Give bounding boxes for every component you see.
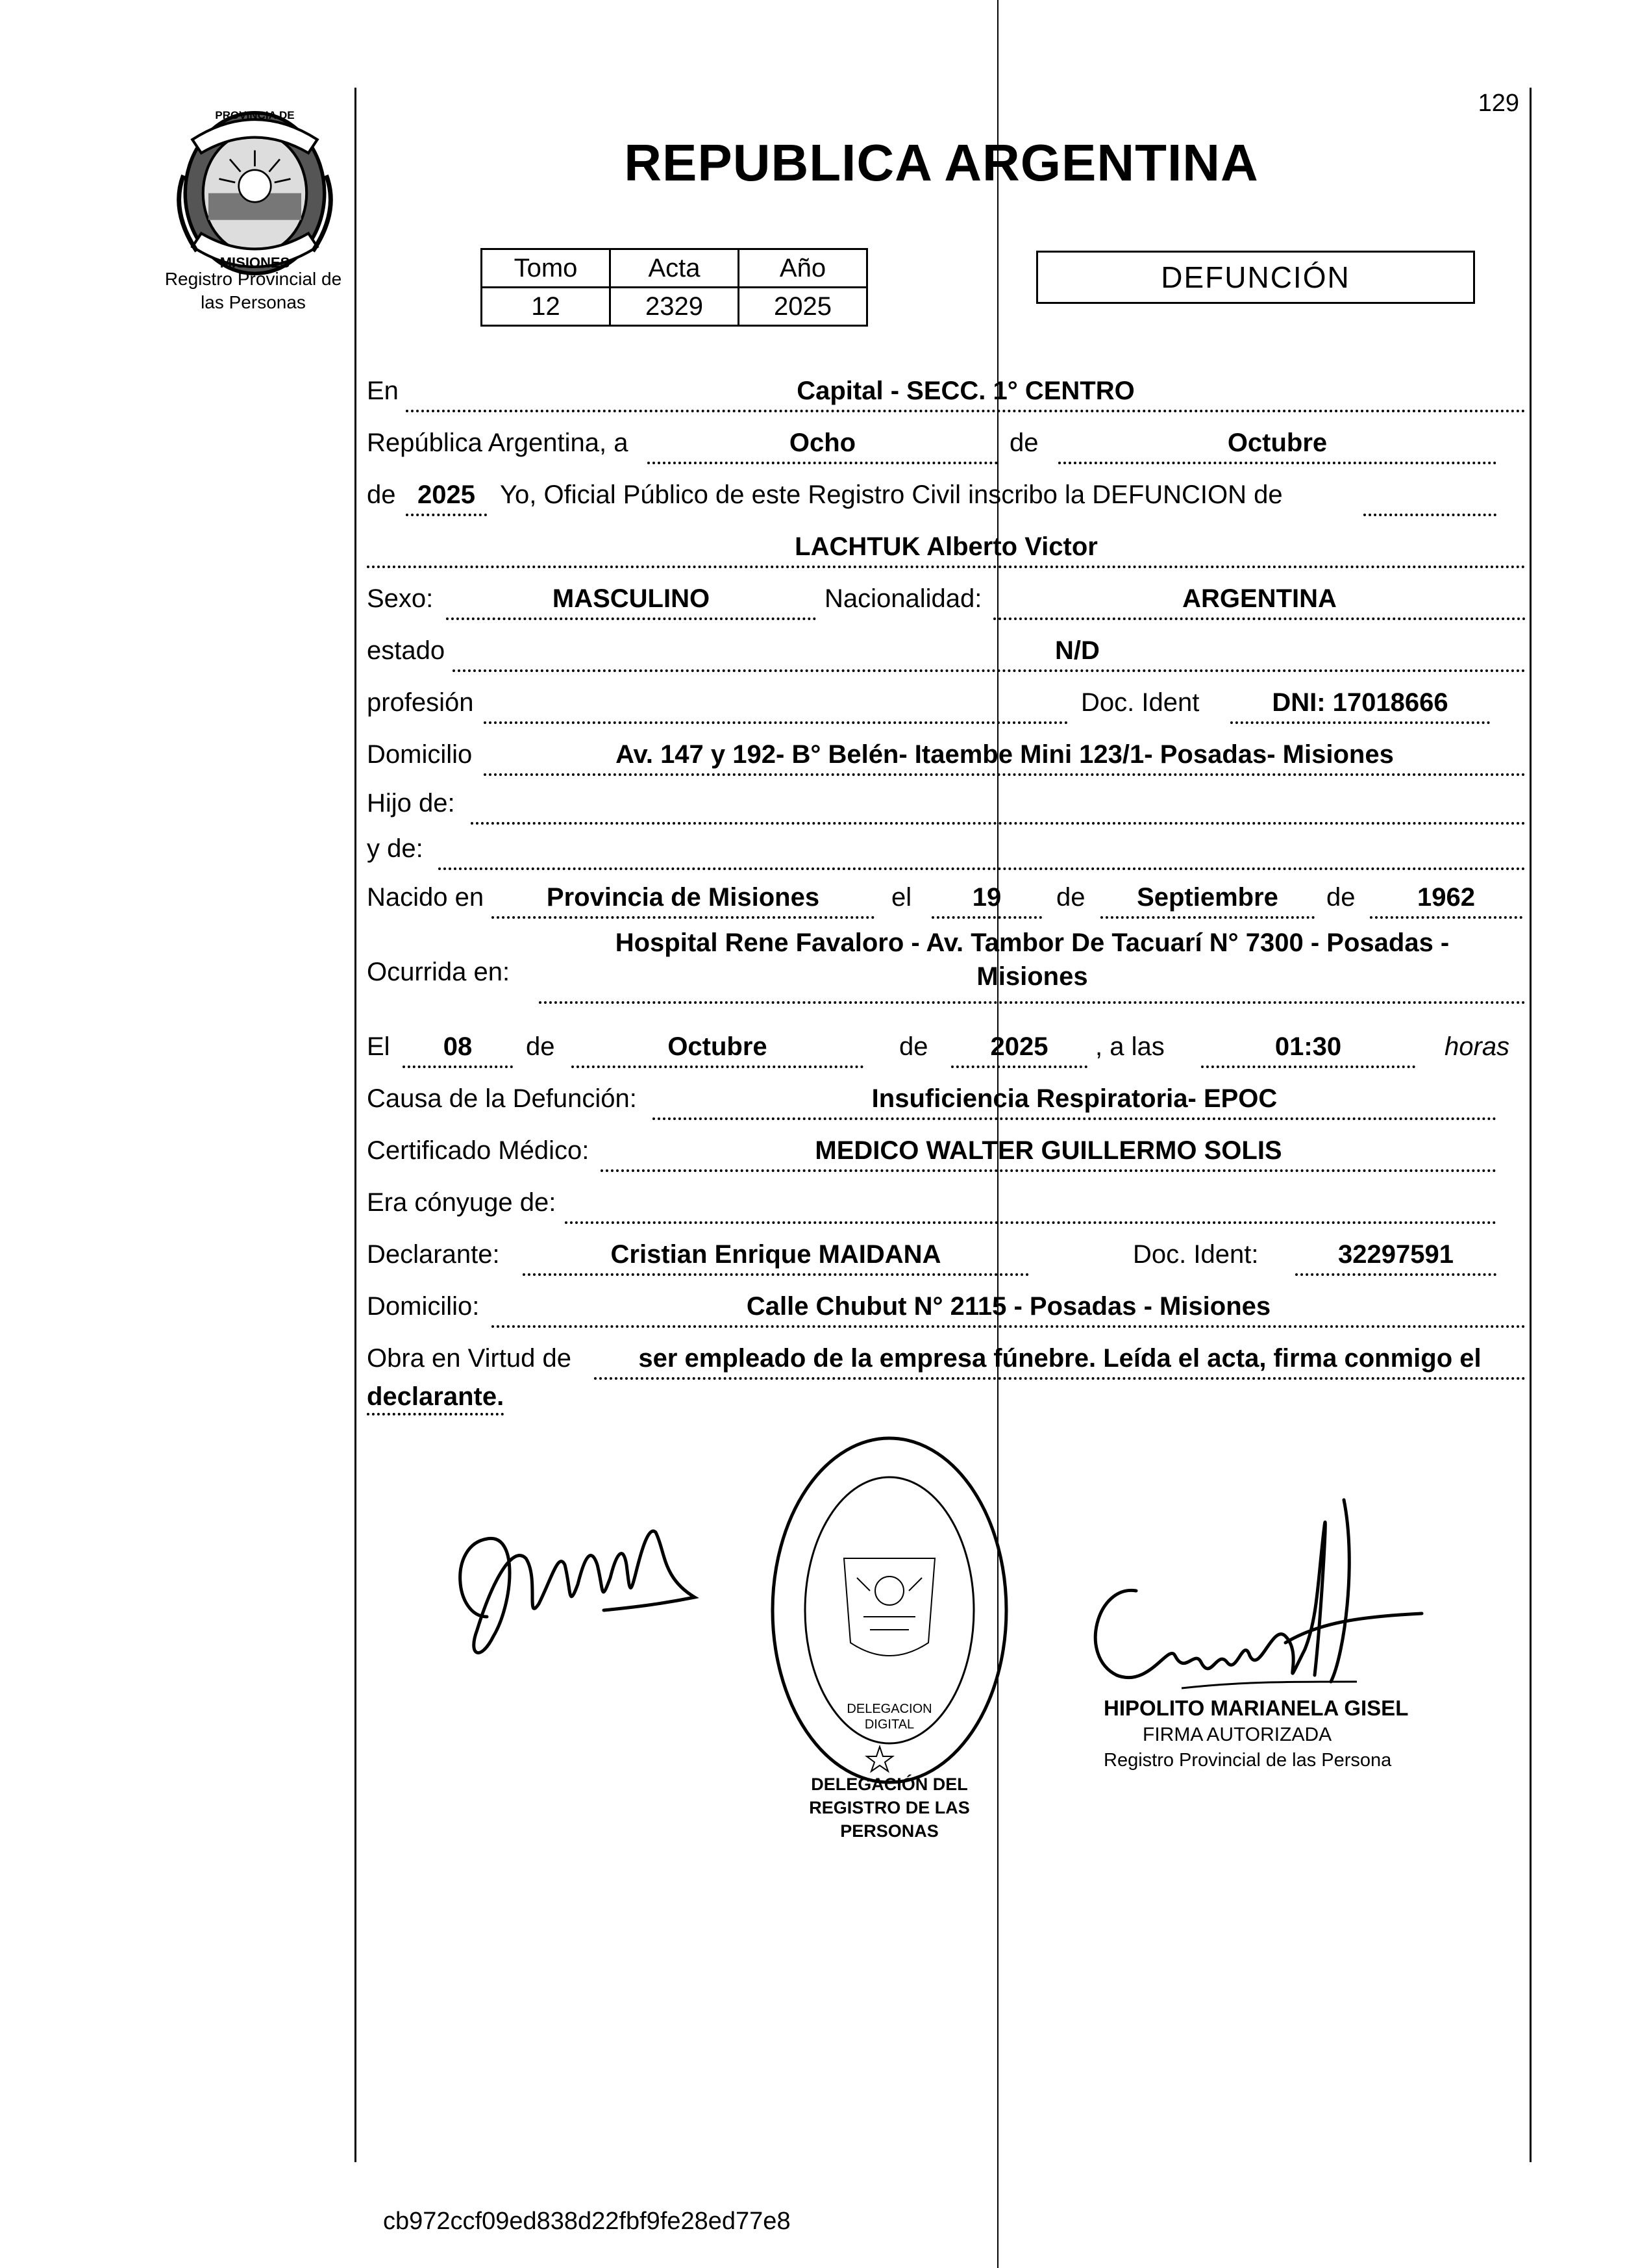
year-de-label: de xyxy=(367,480,396,509)
declarante-label: Declarante: xyxy=(367,1240,500,1269)
de-label-3: de xyxy=(1326,883,1356,912)
row-death-date xyxy=(367,1023,1526,1068)
dotted-line xyxy=(1363,514,1496,516)
death-day: 08 xyxy=(443,1032,473,1061)
certificado-label: Certificado Médico: xyxy=(367,1136,589,1165)
dotted-line xyxy=(1201,1065,1415,1068)
dotted-line xyxy=(438,867,1526,870)
ocurrida-line1: Hospital Rene Favaloro - Av. Tambor De Tacuarí N° 7300 - Posadas - xyxy=(615,928,1450,957)
doc-ident-label: Doc. Ident xyxy=(1081,688,1200,717)
ocurrida-label: Ocurrida en: xyxy=(367,958,510,986)
a-las-label: , a las xyxy=(1095,1032,1165,1061)
doc-ident-value: DNI: 17018666 xyxy=(1272,688,1448,717)
row-conyuge xyxy=(367,1178,1526,1224)
conyuge-label: Era cónyuge de: xyxy=(367,1188,556,1217)
tomo-header: Tomo xyxy=(482,249,610,288)
dotted-line xyxy=(1295,1273,1496,1276)
row-ocurrida xyxy=(367,928,1526,1006)
dotted-line xyxy=(491,916,875,919)
en-value: Capital - SECC. 1° CENTRO xyxy=(797,377,1135,405)
dotted-line xyxy=(446,617,816,620)
obra-line1: ser empleado de la empresa fúnebre. Leída el acta, firma conmigo el xyxy=(638,1344,1482,1373)
nacido-label: Nacido en xyxy=(367,883,484,912)
year: 2025 xyxy=(417,480,475,509)
deceased-name: LACHTUK Alberto Victor xyxy=(795,532,1098,561)
dotted-line xyxy=(367,566,1526,568)
day-words: Ocho xyxy=(789,429,856,457)
signer-name: HIPOLITO MARIANELA GISEL xyxy=(1104,1696,1409,1720)
death-time: 01:30 xyxy=(1274,1032,1342,1061)
death-year: 2025 xyxy=(990,1032,1048,1061)
causa-value: Insuficiencia Respiratoria- EPOC xyxy=(871,1084,1278,1113)
row-nacido xyxy=(367,873,1526,919)
dotted-line xyxy=(601,1169,1496,1172)
nacionalidad-label: Nacionalidad: xyxy=(825,584,982,613)
dotted-line xyxy=(406,514,487,516)
de-label-4: de xyxy=(526,1032,555,1061)
row-sexo xyxy=(367,575,1526,620)
acta-value: 2329 xyxy=(610,288,739,326)
dotted-line xyxy=(571,1065,863,1068)
dotted-line xyxy=(594,1377,1526,1380)
de-label: de xyxy=(1010,429,1039,457)
reference-table xyxy=(480,248,868,327)
dotted-line xyxy=(453,669,1526,672)
left-margin-rule xyxy=(354,88,356,2162)
death-month: Octubre xyxy=(667,1032,767,1061)
rep-label: República Argentina, a xyxy=(367,429,628,457)
row-statement xyxy=(367,471,1526,516)
dotted-line xyxy=(1058,462,1496,464)
anio-header: Año xyxy=(739,249,867,288)
de-label-2: de xyxy=(1056,883,1085,912)
dotted-line xyxy=(403,1065,513,1068)
stamp-ring-text: DELEGACIÓN DEL REGISTRO DE LAS PERSONAS xyxy=(809,1775,970,1841)
estado-value: N/D xyxy=(1055,636,1100,665)
reference-header-row xyxy=(482,249,867,288)
birth-month: Septiembre xyxy=(1137,883,1278,912)
birth-year: 1962 xyxy=(1417,883,1475,912)
document-hash: cb972ccf09ed838d22fbf9fe28ed77e8 xyxy=(383,2208,791,2235)
en-label: En xyxy=(367,377,399,405)
dotted-line xyxy=(993,617,1526,620)
signer-org: Registro Provincial de las Persona xyxy=(1104,1750,1392,1771)
dotted-line xyxy=(1370,916,1522,919)
org-name-line1: Registro Provincial de xyxy=(164,269,342,289)
domicilio-label: Domicilio xyxy=(367,740,473,769)
certificado-value: MEDICO WALTER GUILLERMO SOLIS xyxy=(815,1136,1282,1165)
sexo-value: MASCULINO xyxy=(552,584,710,613)
row-date xyxy=(367,419,1526,464)
official-stamp xyxy=(766,1428,1013,1792)
right-margin-rule xyxy=(1530,88,1532,2162)
profesion-label: profesión xyxy=(367,688,474,717)
declarante-doc: 32297591 xyxy=(1338,1240,1454,1269)
de-label-5: de xyxy=(899,1032,928,1061)
row-obra xyxy=(367,1334,1526,1380)
row-certificado xyxy=(367,1127,1526,1172)
row-estado xyxy=(367,627,1526,672)
row-en xyxy=(367,367,1526,412)
statement-text: Yo, Oficial Público de este Registro Civil inscribo la DEFUNCION de xyxy=(500,480,1283,509)
declarante-domicilio: Calle Chubut N° 2115 - Posadas - Misiones xyxy=(746,1292,1271,1321)
org-name-line2: las Personas xyxy=(201,292,306,312)
dotted-line xyxy=(647,462,998,464)
dotted-line xyxy=(406,410,1526,412)
reference-value-row xyxy=(482,288,867,326)
domicilio-label-2: Domicilio: xyxy=(367,1292,480,1321)
y-de-label: y de: xyxy=(367,834,423,863)
dotted-line xyxy=(652,1117,1496,1120)
seal-text-bottom: MISIONES xyxy=(219,255,290,271)
row-profesion xyxy=(367,679,1526,724)
el-label-2: El xyxy=(367,1032,390,1061)
dotted-line xyxy=(951,1065,1087,1068)
tomo-value: 12 xyxy=(482,288,610,326)
row-causa xyxy=(367,1075,1526,1120)
obra-line2: declarante. xyxy=(367,1382,504,1415)
causa-label: Causa de la Defunción: xyxy=(367,1084,637,1113)
nacido-en-value: Provincia de Misiones xyxy=(546,883,820,912)
dotted-line xyxy=(539,1001,1526,1004)
page-title: REPUBLICA ARGENTINA xyxy=(624,134,1259,192)
doc-ident-label-2: Doc. Ident: xyxy=(1133,1240,1259,1269)
dotted-line xyxy=(1230,721,1490,724)
dotted-line xyxy=(491,1325,1526,1328)
month: Octubre xyxy=(1227,429,1328,457)
dotted-line xyxy=(523,1273,1029,1276)
declarant-signature xyxy=(441,1467,701,1669)
row-hijo xyxy=(367,779,1526,825)
hijo-label: Hijo de: xyxy=(367,789,455,817)
dotted-line xyxy=(565,1221,1496,1224)
dotted-line xyxy=(484,773,1526,776)
horas-label: horas xyxy=(1445,1032,1510,1061)
dotted-line xyxy=(932,916,1042,919)
dotted-line xyxy=(1100,916,1315,919)
record-type-box: DEFUNCIÓN xyxy=(1036,251,1475,304)
signer-role: FIRMA AUTORIZADA xyxy=(1143,1724,1332,1745)
dotted-line xyxy=(484,721,1068,724)
page-number: 129 xyxy=(1478,90,1519,117)
nacionalidad-value: ARGENTINA xyxy=(1182,584,1337,613)
el-label: el xyxy=(891,883,912,912)
estado-label: estado xyxy=(367,636,445,665)
anio-value: 2025 xyxy=(739,288,867,326)
row-declarante xyxy=(367,1230,1526,1276)
declarante-value: Cristian Enrique MAIDANA xyxy=(610,1240,941,1269)
stamp-inner-text: DELEGACION DIGITAL xyxy=(847,1702,932,1732)
org-name xyxy=(136,268,370,314)
obra-label: Obra en Virtud de xyxy=(367,1344,572,1373)
acta-header: Acta xyxy=(610,249,739,288)
row-domicilio xyxy=(367,730,1526,776)
row-y-de xyxy=(367,825,1526,870)
birth-day: 19 xyxy=(972,883,1002,912)
domicilio-value: Av. 147 y 192- B° Belén- Itaembe Mini 123/1- Posadas- Misiones xyxy=(615,740,1394,769)
row-domicilio-declarante xyxy=(367,1282,1526,1328)
seal-text-top: PROVINCIA DE xyxy=(215,109,295,121)
sexo-label: Sexo: xyxy=(367,584,434,613)
ocurrida-line2: Misiones xyxy=(976,962,1088,991)
row-deceased xyxy=(367,523,1526,568)
